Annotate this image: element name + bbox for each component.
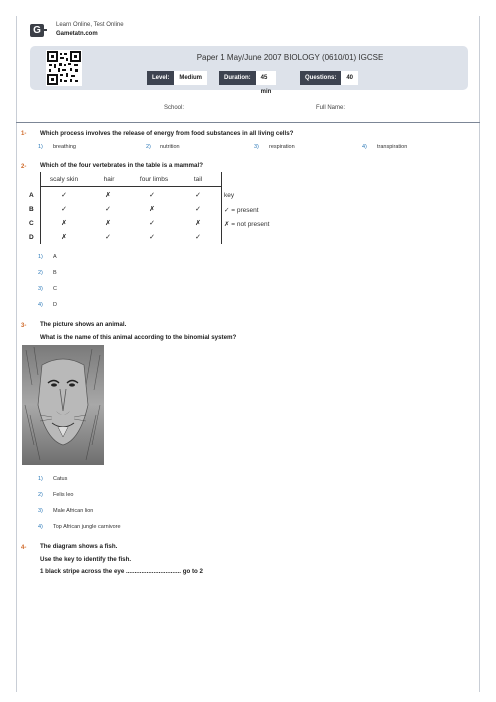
question-number: 2- (21, 164, 27, 170)
question-text: Which of the four vertebrates in the table is a mammal? (40, 162, 203, 169)
option-text[interactable]: D (53, 302, 57, 308)
option-number[interactable]: 3) (38, 508, 43, 514)
table-row-label: A (29, 192, 34, 199)
question-number: 3- (21, 323, 27, 329)
option-text[interactable]: transpiration (377, 144, 408, 150)
option-text[interactable]: Catus (53, 476, 68, 482)
level-chip: Level: Medium (147, 71, 207, 85)
option-text[interactable]: C (53, 286, 57, 292)
option-text[interactable]: breathing (53, 144, 76, 150)
table-cell: ✓ (61, 206, 67, 213)
option-number[interactable]: 2) (146, 144, 151, 150)
option-text[interactable]: B (53, 270, 57, 276)
option-number[interactable]: 4) (362, 144, 367, 150)
paper-title: Paper 1 May/June 2007 BIOLOGY (0610/01) IGCSE (196, 53, 384, 62)
option-text[interactable]: Top African jungle carnivore (53, 524, 121, 530)
option-number[interactable]: 1) (38, 476, 43, 482)
lion-photo (22, 345, 104, 465)
question-subtext: What is the name of this animal according to the binomial system? (40, 334, 237, 341)
table-cell: ✗ (105, 192, 111, 199)
table-row-label: C (29, 220, 34, 227)
option-number[interactable]: 1) (38, 144, 43, 150)
brand-site[interactable]: Gametatn.com (56, 31, 98, 37)
exam-header (30, 46, 468, 95)
table-cell: ✓ (195, 192, 201, 199)
qr-code-icon (46, 50, 82, 86)
table-cell: ✗ (61, 234, 67, 241)
questions-chip: Questions: 40 (300, 71, 358, 85)
table-header: four limbs (139, 176, 169, 183)
school-label: School: (164, 105, 185, 111)
question-text: The picture shows an animal. (40, 321, 127, 328)
table-cell: ✓ (195, 206, 201, 213)
table-cell: ✓ (195, 234, 201, 241)
table-row-label: B (29, 206, 34, 213)
table-cell: ✗ (195, 220, 201, 227)
brand-logo: G (30, 24, 44, 37)
table-cell: ✗ (105, 220, 111, 227)
table-key-absent: ✗ = not present (224, 221, 270, 228)
table-header: hair (103, 176, 115, 183)
table-cell: ✓ (149, 234, 155, 241)
option-text[interactable]: nutrition (160, 144, 180, 150)
table-cell: ✗ (61, 220, 67, 227)
option-number[interactable]: 3) (254, 144, 259, 150)
option-number[interactable]: 2) (38, 270, 43, 276)
question-number: 4- (21, 545, 27, 551)
table-cell: ✓ (61, 192, 67, 199)
question-text: The diagram shows a fish. (40, 543, 118, 550)
question-subtext: Use the key to identify the fish. (40, 556, 132, 563)
option-text[interactable]: Male African lion (53, 508, 94, 514)
option-number[interactable]: 1) (38, 254, 43, 260)
option-text[interactable]: Felis leo (53, 492, 74, 498)
table-key-title: key (224, 192, 235, 199)
option-number[interactable]: 3) (38, 286, 43, 292)
full-name-label: Full Name: (316, 105, 346, 111)
table-cell: ✗ (149, 206, 155, 213)
option-number[interactable]: 4) (38, 524, 43, 530)
option-text[interactable]: respiration (269, 144, 295, 150)
option-text[interactable]: A (53, 254, 57, 260)
table-cell: ✓ (105, 206, 111, 213)
table-row-label: D (29, 234, 34, 241)
question-key-line: 1 black stripe across the eye ................................ go to 2 (40, 568, 203, 575)
option-number[interactable]: 4) (38, 302, 43, 308)
option-number[interactable]: 2) (38, 492, 43, 498)
header-divider (16, 122, 480, 123)
table-cell: ✓ (149, 220, 155, 227)
duration-chip: Duration: 45 min (219, 71, 276, 85)
table-key-present: ✓ = present (224, 207, 259, 214)
question-number: 1- (21, 131, 27, 137)
question-text: Which process involves the release of energy from food substances in all living cells? (40, 130, 294, 137)
table-header: tail (193, 176, 203, 183)
vertebrate-table (28, 172, 328, 244)
table-cell: ✓ (105, 234, 111, 241)
table-header: scaly skin (49, 176, 79, 183)
brand-tagline: Learn Online, Test Online (56, 22, 124, 28)
table-cell: ✓ (149, 192, 155, 199)
